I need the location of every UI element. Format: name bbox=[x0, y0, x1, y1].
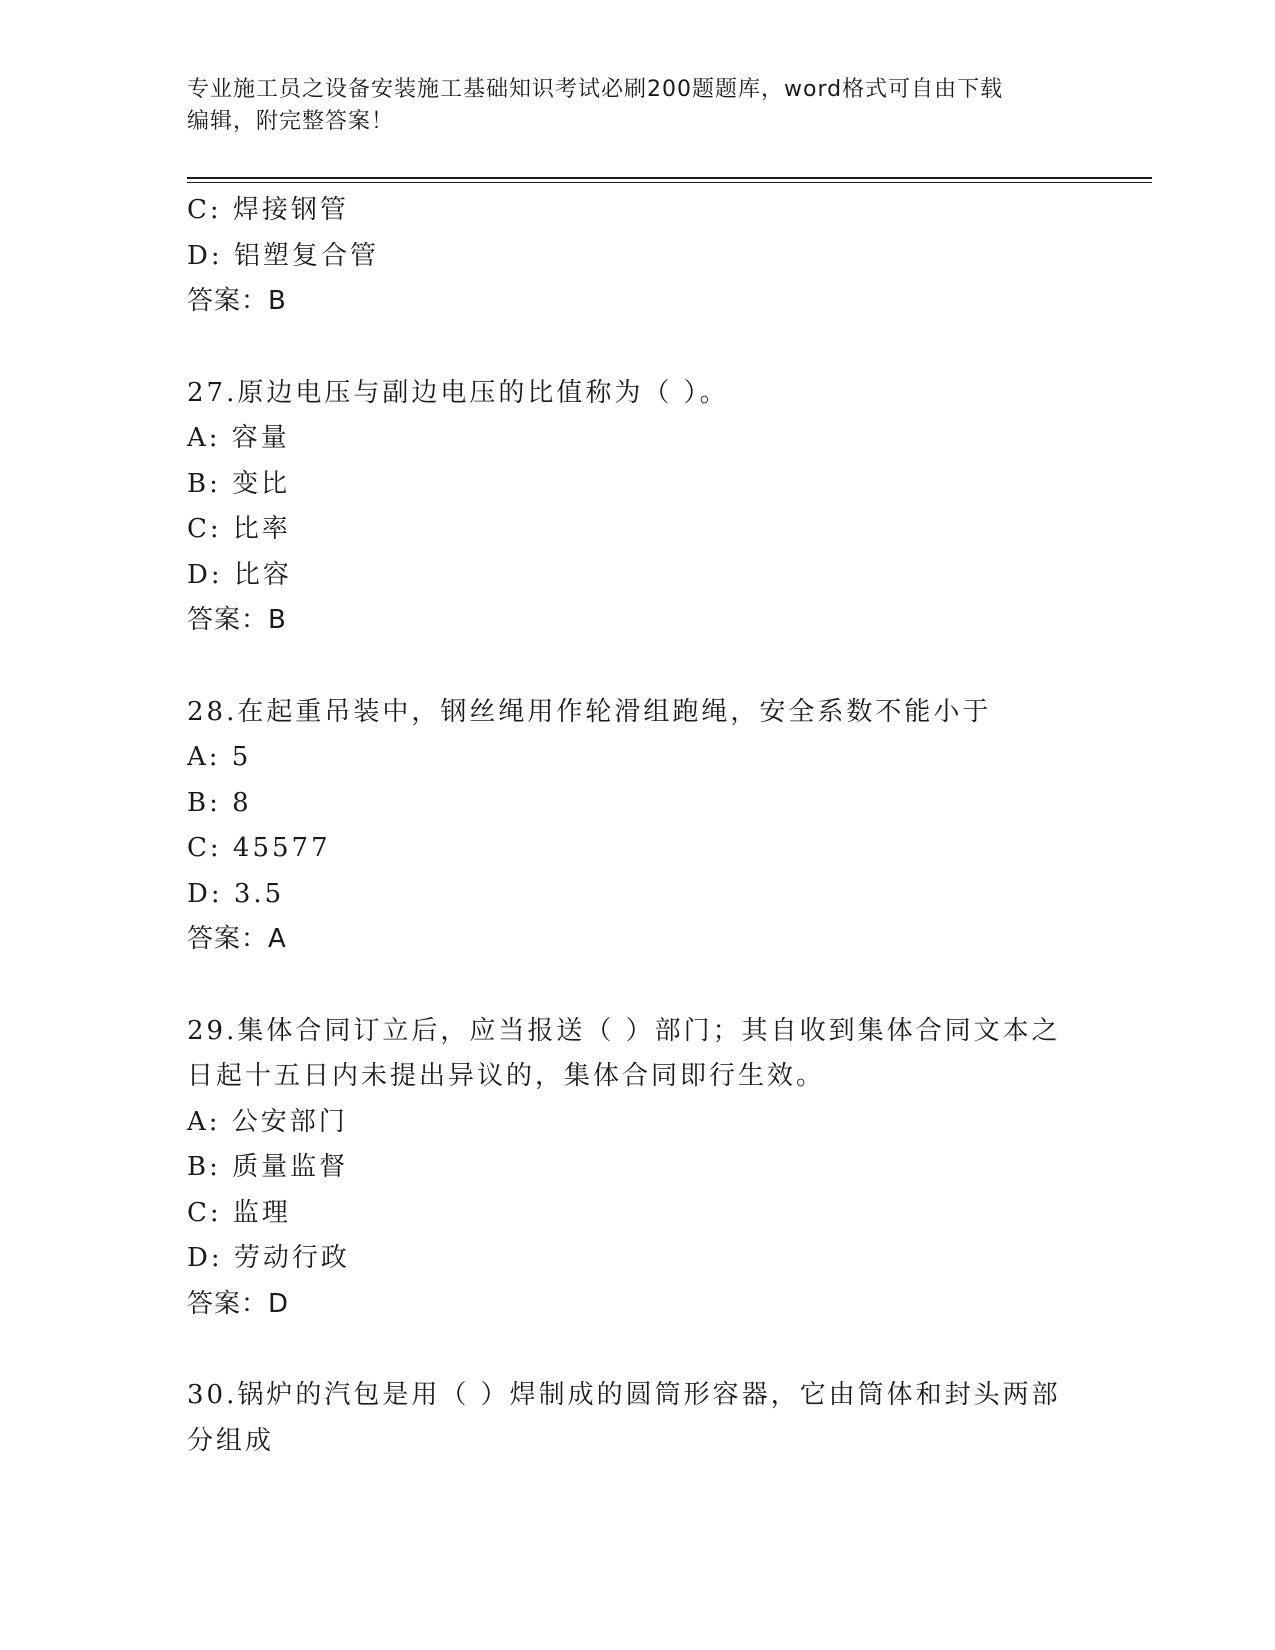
header-divider-thick bbox=[187, 177, 1152, 179]
spacer bbox=[187, 1327, 1077, 1373]
header-line-2: 编辑，附完整答案！ bbox=[187, 109, 395, 134]
question-block-29 bbox=[187, 1009, 1077, 1328]
document-header bbox=[187, 74, 1067, 138]
question-list bbox=[187, 188, 1077, 1464]
answer-label: 答案：B bbox=[187, 605, 287, 635]
option-a: A: 容量 bbox=[187, 423, 290, 453]
question-text-line-2: 分组成 bbox=[187, 1425, 275, 1456]
option-a: A: 5 bbox=[187, 742, 252, 772]
option-b: B: 变比 bbox=[187, 468, 291, 499]
question-text: 28.在起重吊装中，钢丝绳用作轮滑组跑绳，安全系数不能小于 bbox=[187, 696, 992, 727]
question-block-30 bbox=[187, 1373, 1077, 1464]
option-b: B: 质量监督 bbox=[187, 1152, 349, 1182]
option-d: D: 比容 bbox=[187, 559, 292, 590]
option-a: A: 公安部门 bbox=[187, 1106, 348, 1137]
option-d: D: 劳动行政 bbox=[187, 1243, 350, 1273]
question-block-26 bbox=[187, 188, 1077, 325]
spacer bbox=[187, 325, 1077, 371]
answer-label: 答案：D bbox=[187, 1288, 290, 1319]
option-b: B: 8 bbox=[187, 787, 252, 818]
question-text-line-1: 30.锅炉的汽包是用（ ）焊制成的圆筒形容器，它由筒体和封头两部 bbox=[187, 1380, 1061, 1410]
option-c: C: 焊接钢管 bbox=[187, 195, 349, 225]
question-block-28 bbox=[187, 690, 1077, 963]
option-c: C: 比率 bbox=[187, 514, 291, 544]
spacer bbox=[187, 963, 1077, 1009]
option-c: C: 监理 bbox=[187, 1197, 291, 1228]
question-text-line-2: 日起十五日内未提出异议的，集体合同即行生效。 bbox=[187, 1061, 826, 1091]
answer-label: 答案：A bbox=[187, 924, 287, 954]
option-d: D: 铝塑复合管 bbox=[187, 240, 379, 271]
question-block-27 bbox=[187, 371, 1077, 644]
spacer bbox=[187, 644, 1077, 690]
header-divider-thin bbox=[187, 182, 1152, 183]
option-c: C: 45577 bbox=[187, 833, 331, 863]
question-text-line-1: 29.集体合同订立后，应当报送（ ）部门；其自收到集体合同文本之 bbox=[187, 1015, 1061, 1046]
question-text: 27.原边电压与副边电压的比值称为（ ）。 bbox=[187, 377, 729, 408]
option-d: D: 3.5 bbox=[187, 878, 285, 909]
answer-label: 答案：B bbox=[187, 286, 287, 316]
header-line-1: 专业施工员之设备安装施工基础知识考试必刷200题题库，word格式可自由下载 bbox=[187, 77, 1004, 102]
